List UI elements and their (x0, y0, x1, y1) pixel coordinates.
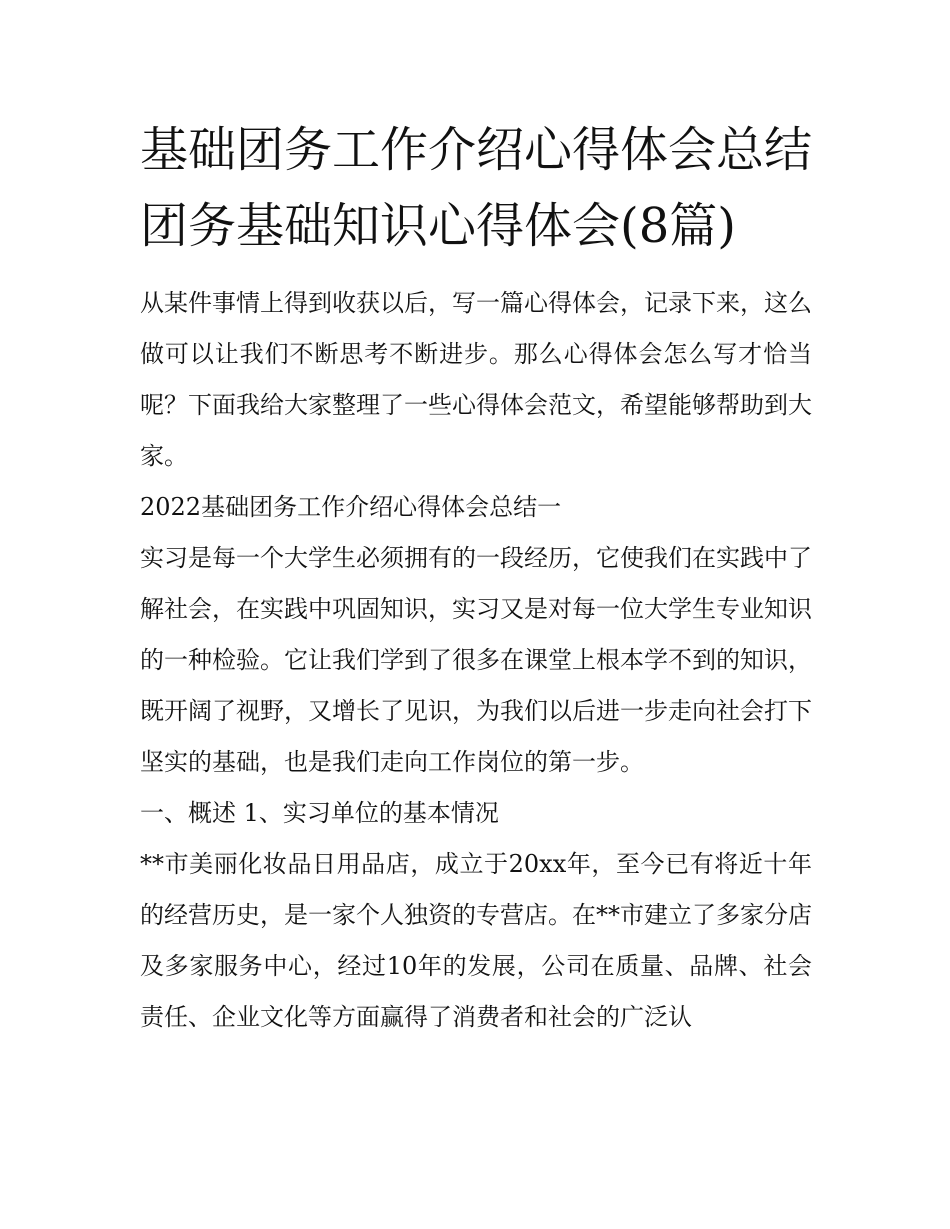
body-paragraph-1: 实习是每一个大学生必须拥有的一段经历，它使我们在实践中了解社会，在实践中巩固知识，实习又是对每一位大学生专业知识的一种检验。它让我们学到了很多在课堂上根本学不到的知识，既开阔了视野，又增长了见识，为我们以后进一步走向社会打下坚实的基础，也是我们走向工作岗位的第一步。 (140, 544, 812, 776)
intro-paragraph: 从某件事情上得到收获以后，写一篇心得体会，记录下来，这么做可以让我们不断思考不断进步。那么心得体会怎么写才恰当呢？下面我给大家整理了一些心得体会范文，希望能够帮助到大家。 (140, 289, 812, 470)
subheading: 一、概述 1、实习单位的基本情况 (140, 799, 499, 827)
document-title: 基础团务工作介绍心得体会总结 团务基础知识心得体会(8篇) (140, 122, 813, 254)
body-paragraph-2: **市美丽化妆品日用品店，成立于20xx年，至今已有将近十年的经营历史，是一家个人独资的专营店。在**市建立了多家分店及多家服务中心，经过10年的发展，公司在质量、品牌、社会责任、企业文化等方面赢得了消费者和社会的广泛认 (140, 850, 812, 1031)
title-block (140, 112, 812, 264)
section-title: 2022基础团务工作介绍心得体会总结一 (140, 493, 562, 521)
document-page (140, 112, 812, 1043)
